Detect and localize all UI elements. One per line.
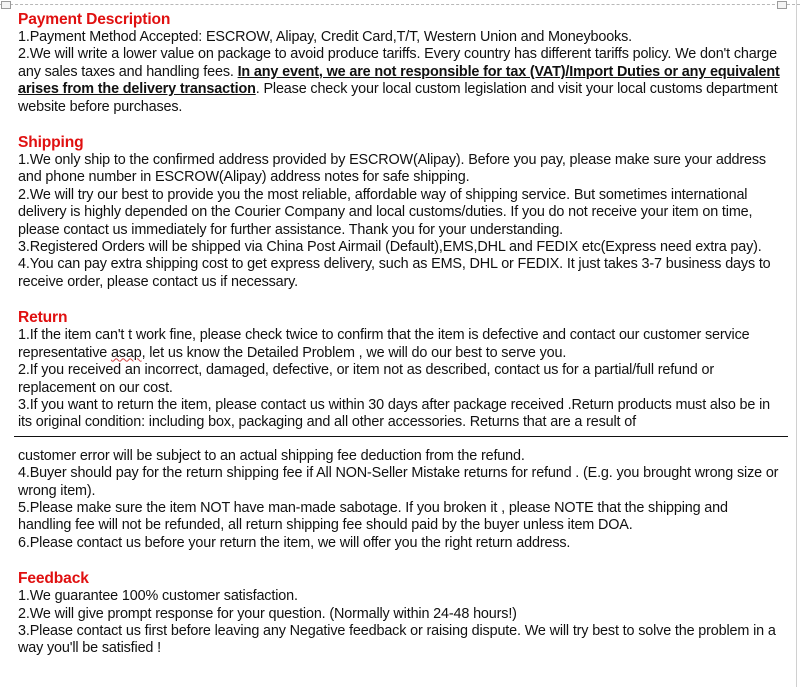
- page-break: [18, 432, 780, 448]
- return-item-2: 2.If you received an incorrect, damaged, defective, or item not as described, contact us for a partial/full refund or replacement on our cost.: [18, 362, 714, 396]
- document-body: [18, 10, 780, 675]
- return-item-1-text: 1.If the item can't t work fine, please check twice to confirm that the item is defective and contact our customer service representative: [18, 327, 750, 361]
- right-corner-handle: [777, 1, 787, 9]
- return-item-3-continued: customer error will be subject to an actual shipping fee deduction from the refund.: [18, 447, 525, 464]
- shipping-heading: Shipping: [18, 134, 84, 152]
- return-item-1-tail: , let us know the Detailed Problem , we will do our best to serve you.: [141, 344, 567, 361]
- section-shipping: [18, 133, 780, 291]
- shipping-item-3: 3.Registered Orders will be shipped via China Post Airmail (Default),EMS,DHL and FEDIX etc(Express need extra pay).: [18, 239, 762, 256]
- feedback-item-2: 2.We will give prompt response for your question. (Normally within 24-48 hours!): [18, 605, 517, 622]
- left-corner-handle: [1, 1, 11, 9]
- payment-item-2: [18, 46, 780, 116]
- shipping-item-2: 2.We will try our best to provide you the most reliable, affordable way of shipping service. But sometimes international delivery is highly depended on the Courier Company and local customs/duties. If you do not receive your item on time, please contact us immediately for further assistance. Thank you for your understanding.: [18, 186, 753, 238]
- return-item-1: [18, 327, 780, 362]
- tax-disclaimer: In any event, we are not responsible for tax (VAT)/Import Duties or any equivalent arises from the delivery transaction: [18, 63, 780, 98]
- payment-item-2-tail: . Please check your local custom legislation and visit your local customs department website before purchases.: [18, 81, 778, 115]
- section-feedback: [18, 569, 780, 658]
- page-break-rule: [14, 436, 788, 437]
- shipping-item-4: 4.You can pay extra shipping cost to get express delivery, such as EMS, DHL or FEDIX. It just takes 3-7 business days to receive order, please contact us if necessary.: [18, 256, 771, 290]
- feedback-heading: Feedback: [18, 570, 89, 588]
- spellcheck-word: asap: [110, 344, 142, 361]
- return-heading: Return: [18, 309, 68, 327]
- payment-item-2-text: 2.We will write a lower value on package to avoid produce tariffs. Every country has different tariffs policy. We don't charge any sales taxes and handling fees.: [18, 46, 777, 80]
- feedback-item-3: 3.Please contact us first before leaving any Negative feedback or raising dispute. We will try best to solve the problem in a way you'll be satisfied !: [18, 622, 776, 657]
- section-payment: [18, 10, 780, 116]
- shipping-item-1: 1.We only ship to the confirmed address provided by ESCROW(Alipay). Before you pay, please make sure your address and phone number in ESCROW(Alipay) address notes for safe shipping.: [18, 152, 766, 186]
- return-item-4: 4.Buyer should pay for the return shipping fee if All NON-Seller Mistake returns for refund . (E.g. you brought wrong size or wrong item).: [18, 465, 779, 499]
- return-item-5: 5.Please make sure the item NOT have man-made sabotage. If you broken it , please NOTE that the shipping and handling fee will not be refunded, all return shipping fee should paid by the buyer unless item DOA.: [18, 499, 728, 534]
- top-dashed-border: [0, 4, 800, 5]
- payment-heading: Payment Description: [18, 11, 171, 28]
- return-item-3: 3.If you want to return the item, please contact us within 30 days after package received .Return products must also be in its original condition: including box, packaging and all other accessories. Returns that are a result of: [18, 396, 771, 431]
- section-return: [18, 308, 780, 552]
- right-edge-border: [796, 0, 797, 687]
- feedback-item-1: 1.We guarantee 100% customer satisfaction.: [18, 588, 298, 605]
- return-item-6: 6.Please contact us before your return the item, we will offer you the right return address.: [18, 534, 571, 551]
- payment-item-1: 1.Payment Method Accepted: ESCROW, Alipay, Credit Card,T/T, Western Union and Moneybooks.: [18, 29, 632, 45]
